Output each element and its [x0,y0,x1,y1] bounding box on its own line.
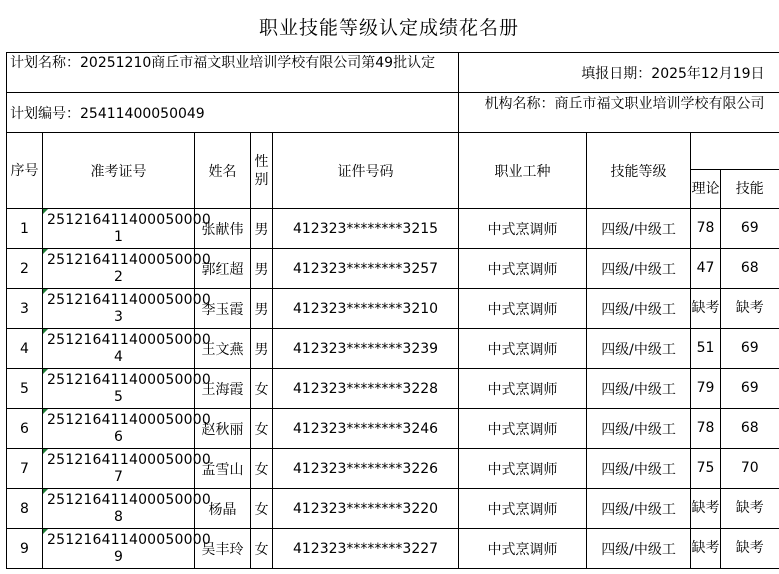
cell-exam-no[interactable] [43,489,211,529]
cell-gender[interactable]: 女 [251,529,273,569]
exam-no-line1: 251216411400050000 [47,451,211,468]
cell-exam-no[interactable] [43,369,211,409]
table-row [7,489,779,529]
org-name: 机构名称：商丘市福文职业培训学校有限公司 [459,93,779,133]
cell-id-no[interactable]: 412323********3246 [273,409,459,449]
cell-name[interactable]: 赵秋丽 [195,409,251,449]
cell-skill[interactable]: 70 [721,449,779,489]
cell-occupation[interactable]: 中式烹调师 [459,489,587,529]
exam-no-line1: 251216411400050000 [47,531,211,548]
cell-id-no[interactable]: 412323********3215 [273,209,459,249]
cell-occupation[interactable]: 中式烹调师 [459,209,587,249]
cell-seq[interactable]: 2 [7,249,43,289]
cell-gender[interactable]: 男 [251,209,273,249]
cell-gender[interactable]: 男 [251,329,273,369]
cell-seq[interactable]: 9 [7,529,43,569]
cell-name[interactable]: 杨晶 [195,489,251,529]
cell-level[interactable]: 四级/中级工 [587,329,691,369]
table-row [7,369,779,409]
cell-id-no[interactable]: 412323********3220 [273,489,459,529]
cell-id-no[interactable]: 412323********3227 [273,529,459,569]
exam-no-line1: 251216411400050000 [47,331,211,348]
table-row [7,329,779,369]
cell-skill[interactable]: 缺考 [721,489,779,529]
cell-occupation[interactable]: 中式烹调师 [459,369,587,409]
cell-skill[interactable]: 69 [721,329,779,369]
cell-skill[interactable]: 缺考 [721,529,779,569]
table-body [7,209,779,569]
cell-theory[interactable]: 79 [691,369,721,409]
table-row [7,409,779,449]
cell-id-no[interactable]: 412323********3239 [273,329,459,369]
cell-theory[interactable]: 47 [691,249,721,289]
exam-no-line2: 9 [113,548,124,565]
cell-name[interactable]: 张献伟 [195,209,251,249]
cell-name[interactable]: 李玉霞 [195,289,251,329]
cell-level[interactable]: 四级/中级工 [587,409,691,449]
exam-no-line1: 251216411400050000 [47,371,211,388]
cell-seq[interactable]: 5 [7,369,43,409]
roster-table [6,52,779,569]
cell-skill[interactable]: 缺考 [721,289,779,329]
header-skill: 技能 [721,170,779,209]
plan-number: 计划编号：25411400050049 [7,93,459,133]
cell-seq[interactable]: 7 [7,449,43,489]
cell-exam-no[interactable] [43,289,211,329]
cell-theory[interactable]: 51 [691,329,721,369]
exam-no-line2: 7 [113,468,124,485]
cell-seq[interactable]: 3 [7,289,43,329]
cell-occupation[interactable]: 中式烹调师 [459,409,587,449]
cell-name[interactable]: 吴丰玲 [195,529,251,569]
exam-no-line1: 251216411400050000 [47,291,211,308]
cell-gender[interactable]: 女 [251,369,273,409]
header-theory: 理论 [691,170,721,209]
cell-occupation[interactable]: 中式烹调师 [459,449,587,489]
cell-name[interactable]: 王海霞 [195,369,251,409]
cell-seq[interactable]: 4 [7,329,43,369]
cell-level[interactable]: 四级/中级工 [587,489,691,529]
cell-occupation[interactable]: 中式烹调师 [459,529,587,569]
cell-name[interactable]: 孟雪山 [195,449,251,489]
cell-seq[interactable]: 6 [7,409,43,449]
cell-name[interactable]: 郭红超 [195,249,251,289]
cell-exam-no[interactable] [43,529,211,569]
cell-level[interactable]: 四级/中级工 [587,249,691,289]
cell-gender[interactable]: 女 [251,409,273,449]
cell-gender[interactable]: 女 [251,489,273,529]
header-exam-no: 准考证号 [43,133,195,209]
cell-gender[interactable]: 女 [251,449,273,489]
exam-no-line1: 251216411400050000 [47,411,211,428]
cell-level[interactable]: 四级/中级工 [587,529,691,569]
cell-theory[interactable]: 78 [691,209,721,249]
cell-occupation[interactable]: 中式烹调师 [459,329,587,369]
exam-no-line1: 251216411400050000 [47,251,211,268]
header-name: 姓名 [195,133,251,209]
cell-skill[interactable]: 69 [721,209,779,249]
exam-no-line2: 5 [113,388,124,405]
cell-level[interactable]: 四级/中级工 [587,209,691,249]
table-row [7,249,779,289]
cell-theory[interactable]: 缺考 [691,489,721,529]
cell-gender[interactable]: 男 [251,249,273,289]
exam-no-line2: 1 [113,228,124,245]
cell-theory[interactable]: 缺考 [691,529,721,569]
cell-occupation[interactable]: 中式烹调师 [459,249,587,289]
fill-date: 填报日期：2025年12月19日 [459,53,779,93]
cell-id-no[interactable]: 412323********3210 [273,289,459,329]
cell-theory[interactable]: 75 [691,449,721,489]
header-level: 技能等级 [587,133,691,209]
cell-exam-no[interactable] [43,249,211,289]
header-score-group [691,133,779,170]
exam-no-line1: 251216411400050000 [47,491,211,508]
cell-level[interactable]: 四级/中级工 [587,289,691,329]
table-row [7,529,779,569]
header-seq: 序号 [7,133,43,209]
cell-seq[interactable]: 8 [7,489,43,529]
header-id-no: 证件号码 [273,133,459,209]
cell-id-no[interactable]: 412323********3226 [273,449,459,489]
exam-no-line1: 251216411400050000 [47,211,211,228]
header-gender: 性别 [251,133,273,209]
exam-no-line2: 4 [113,348,124,365]
cell-theory[interactable]: 缺考 [691,289,721,329]
cell-exam-no[interactable] [43,209,211,249]
exam-no-line2: 8 [113,508,124,525]
page-title: 职业技能等级认定成绩花名册 [258,16,519,39]
exam-no-line2: 6 [113,428,124,445]
cell-exam-no[interactable] [43,329,211,369]
cell-id-no[interactable]: 412323********3257 [273,249,459,289]
cell-exam-no[interactable] [43,449,211,489]
plan-name: 计划名称：20251210商丘市福文职业培训学校有限公司第49批认定 [7,53,459,93]
cell-skill[interactable]: 68 [721,249,779,289]
table-row [7,209,779,249]
cell-exam-no[interactable] [43,409,211,449]
cell-gender[interactable]: 男 [251,289,273,329]
cell-skill[interactable]: 69 [721,369,779,409]
cell-name[interactable]: 王文燕 [195,329,251,369]
table-row [7,449,779,489]
cell-level[interactable]: 四级/中级工 [587,369,691,409]
header-occupation: 职业工种 [459,133,587,209]
exam-no-line2: 3 [113,308,124,325]
exam-no-line2: 2 [113,268,124,285]
cell-id-no[interactable]: 412323********3228 [273,369,459,409]
cell-level[interactable]: 四级/中级工 [587,449,691,489]
cell-occupation[interactable]: 中式烹调师 [459,289,587,329]
table-row [7,289,779,329]
cell-skill[interactable]: 68 [721,409,779,449]
cell-seq[interactable]: 1 [7,209,43,249]
cell-theory[interactable]: 78 [691,409,721,449]
